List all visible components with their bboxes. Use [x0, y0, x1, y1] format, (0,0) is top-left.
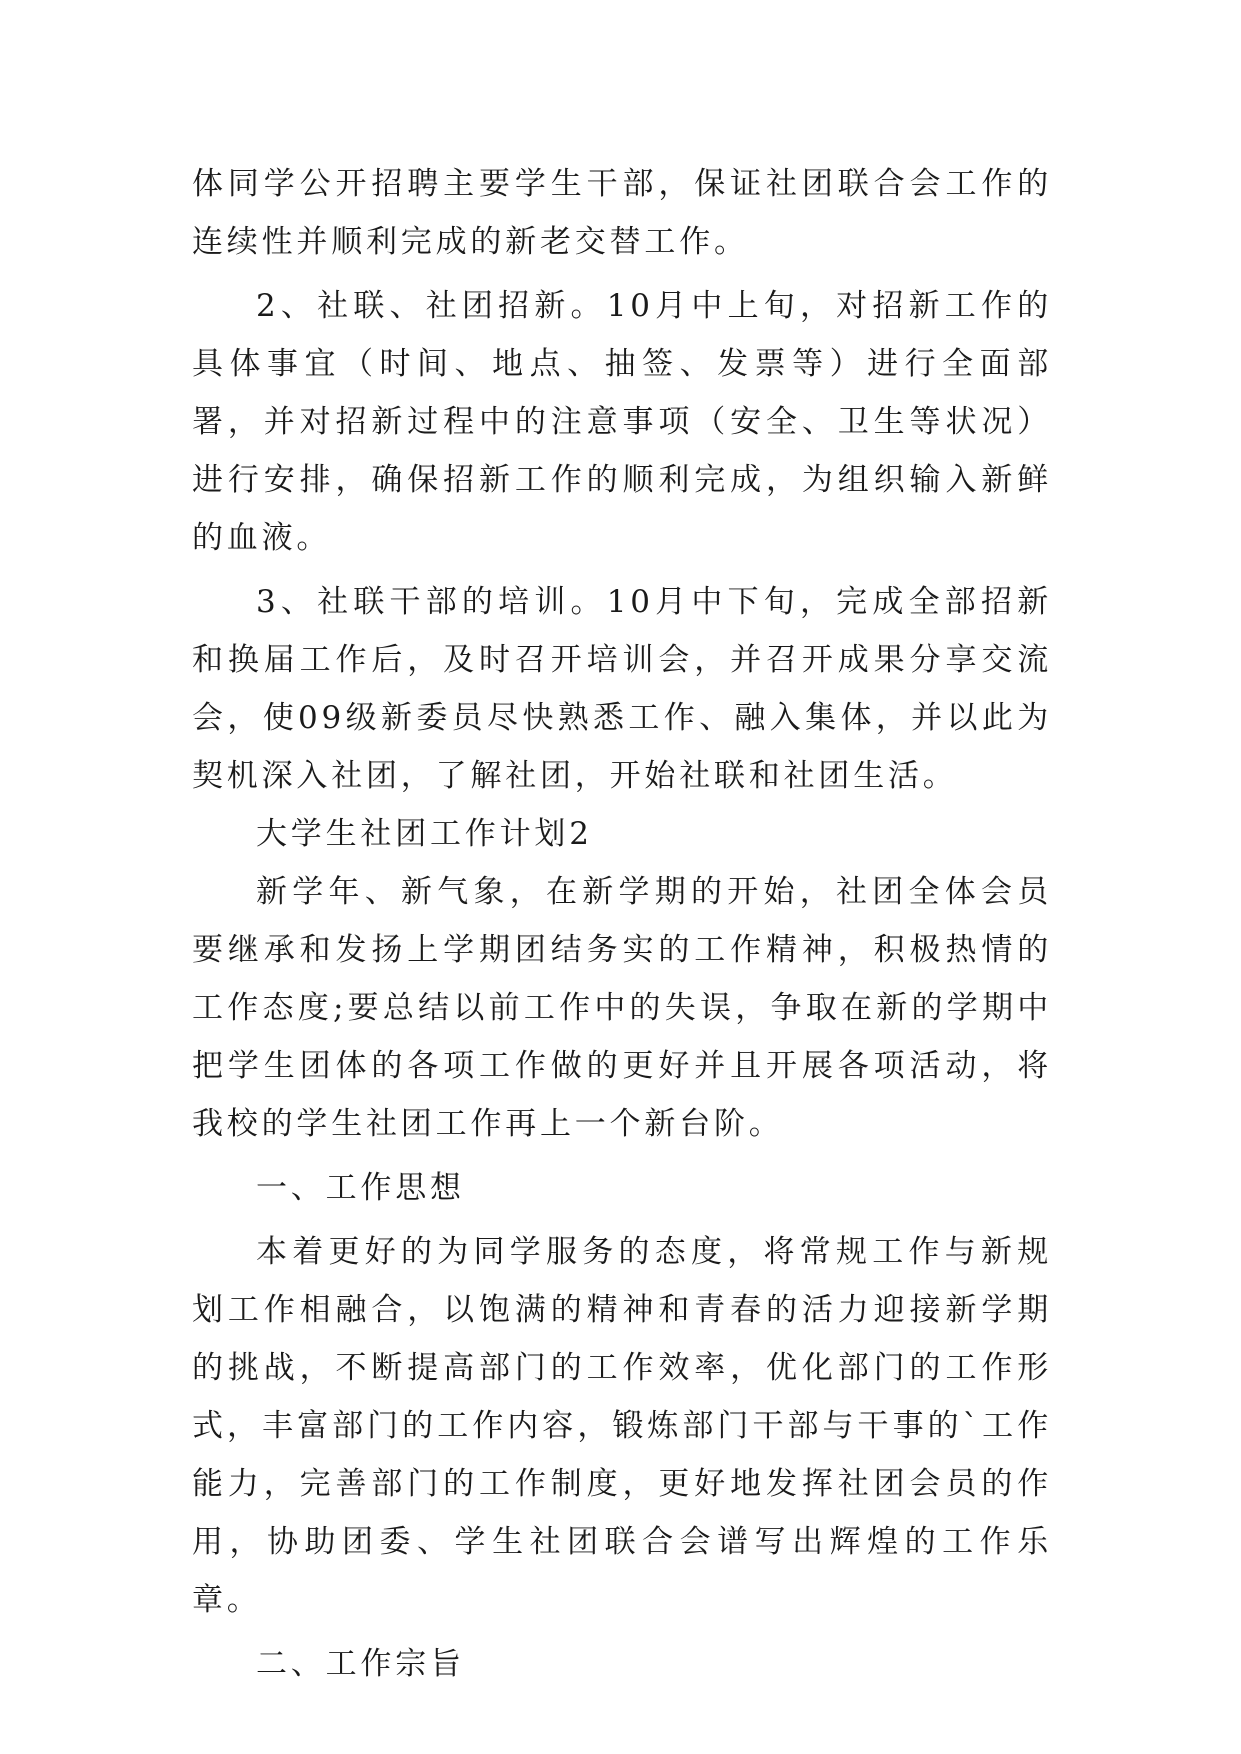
paragraph-continuation: 体同学公开招聘主要学生干部，保证社团联合会工作的连续性并顺利完成的新老交替工作。: [192, 166, 1052, 260]
section-title-plan-2: 大学生社团工作计划2: [256, 816, 593, 852]
document-body: [192, 155, 1052, 1693]
paragraph-work-thought: 本着更好的为同学服务的态度，将常规工作与新规划工作相融合，以饱满的精神和青春的活力迎接新学期的挑战，不断提高部门的工作效率，优化部门的工作形式，丰富部门的工作内容，锻炼部门干部与干事的`工作能力，完善部门的工作制度，更好地发挥社团会员的作用，协助团委、学生社团联合会谱写出辉煌的工作乐章。: [192, 1234, 1052, 1618]
paragraph-recruitment: 2、社联、社团招新。10月中上旬，对招新工作的具体事宜（时间、地点、抽签、发票等）进行全面部署，并对招新过程中的注意事项（安全、卫生等状况）进行安排，确保招新工作的顺利完成，为组织输入新鲜的血液。: [192, 288, 1052, 556]
paragraph-intro: 新学年、新气象，在新学期的开始，社团全体会员要继承和发扬上学期团结务实的工作精神，积极热情的工作态度;要总结以前工作中的失误，争取在新的学期中把学生团体的各项工作做的更好并且开展各项活动，将我校的学生社团工作再上一个新台阶。: [192, 874, 1052, 1142]
heading-work-thought: 一、工作思想: [256, 1170, 465, 1206]
paragraph-training: 3、社联干部的培训。10月中下旬，完成全部招新和换届工作后，及时召开培训会，并召开成果分享交流会，使09级新委员尽快熟悉工作、融入集体，并以此为契机深入社团，了解社团，开始社联和社团生活。: [192, 584, 1052, 794]
heading-work-purpose: 二、工作宗旨: [256, 1646, 465, 1682]
